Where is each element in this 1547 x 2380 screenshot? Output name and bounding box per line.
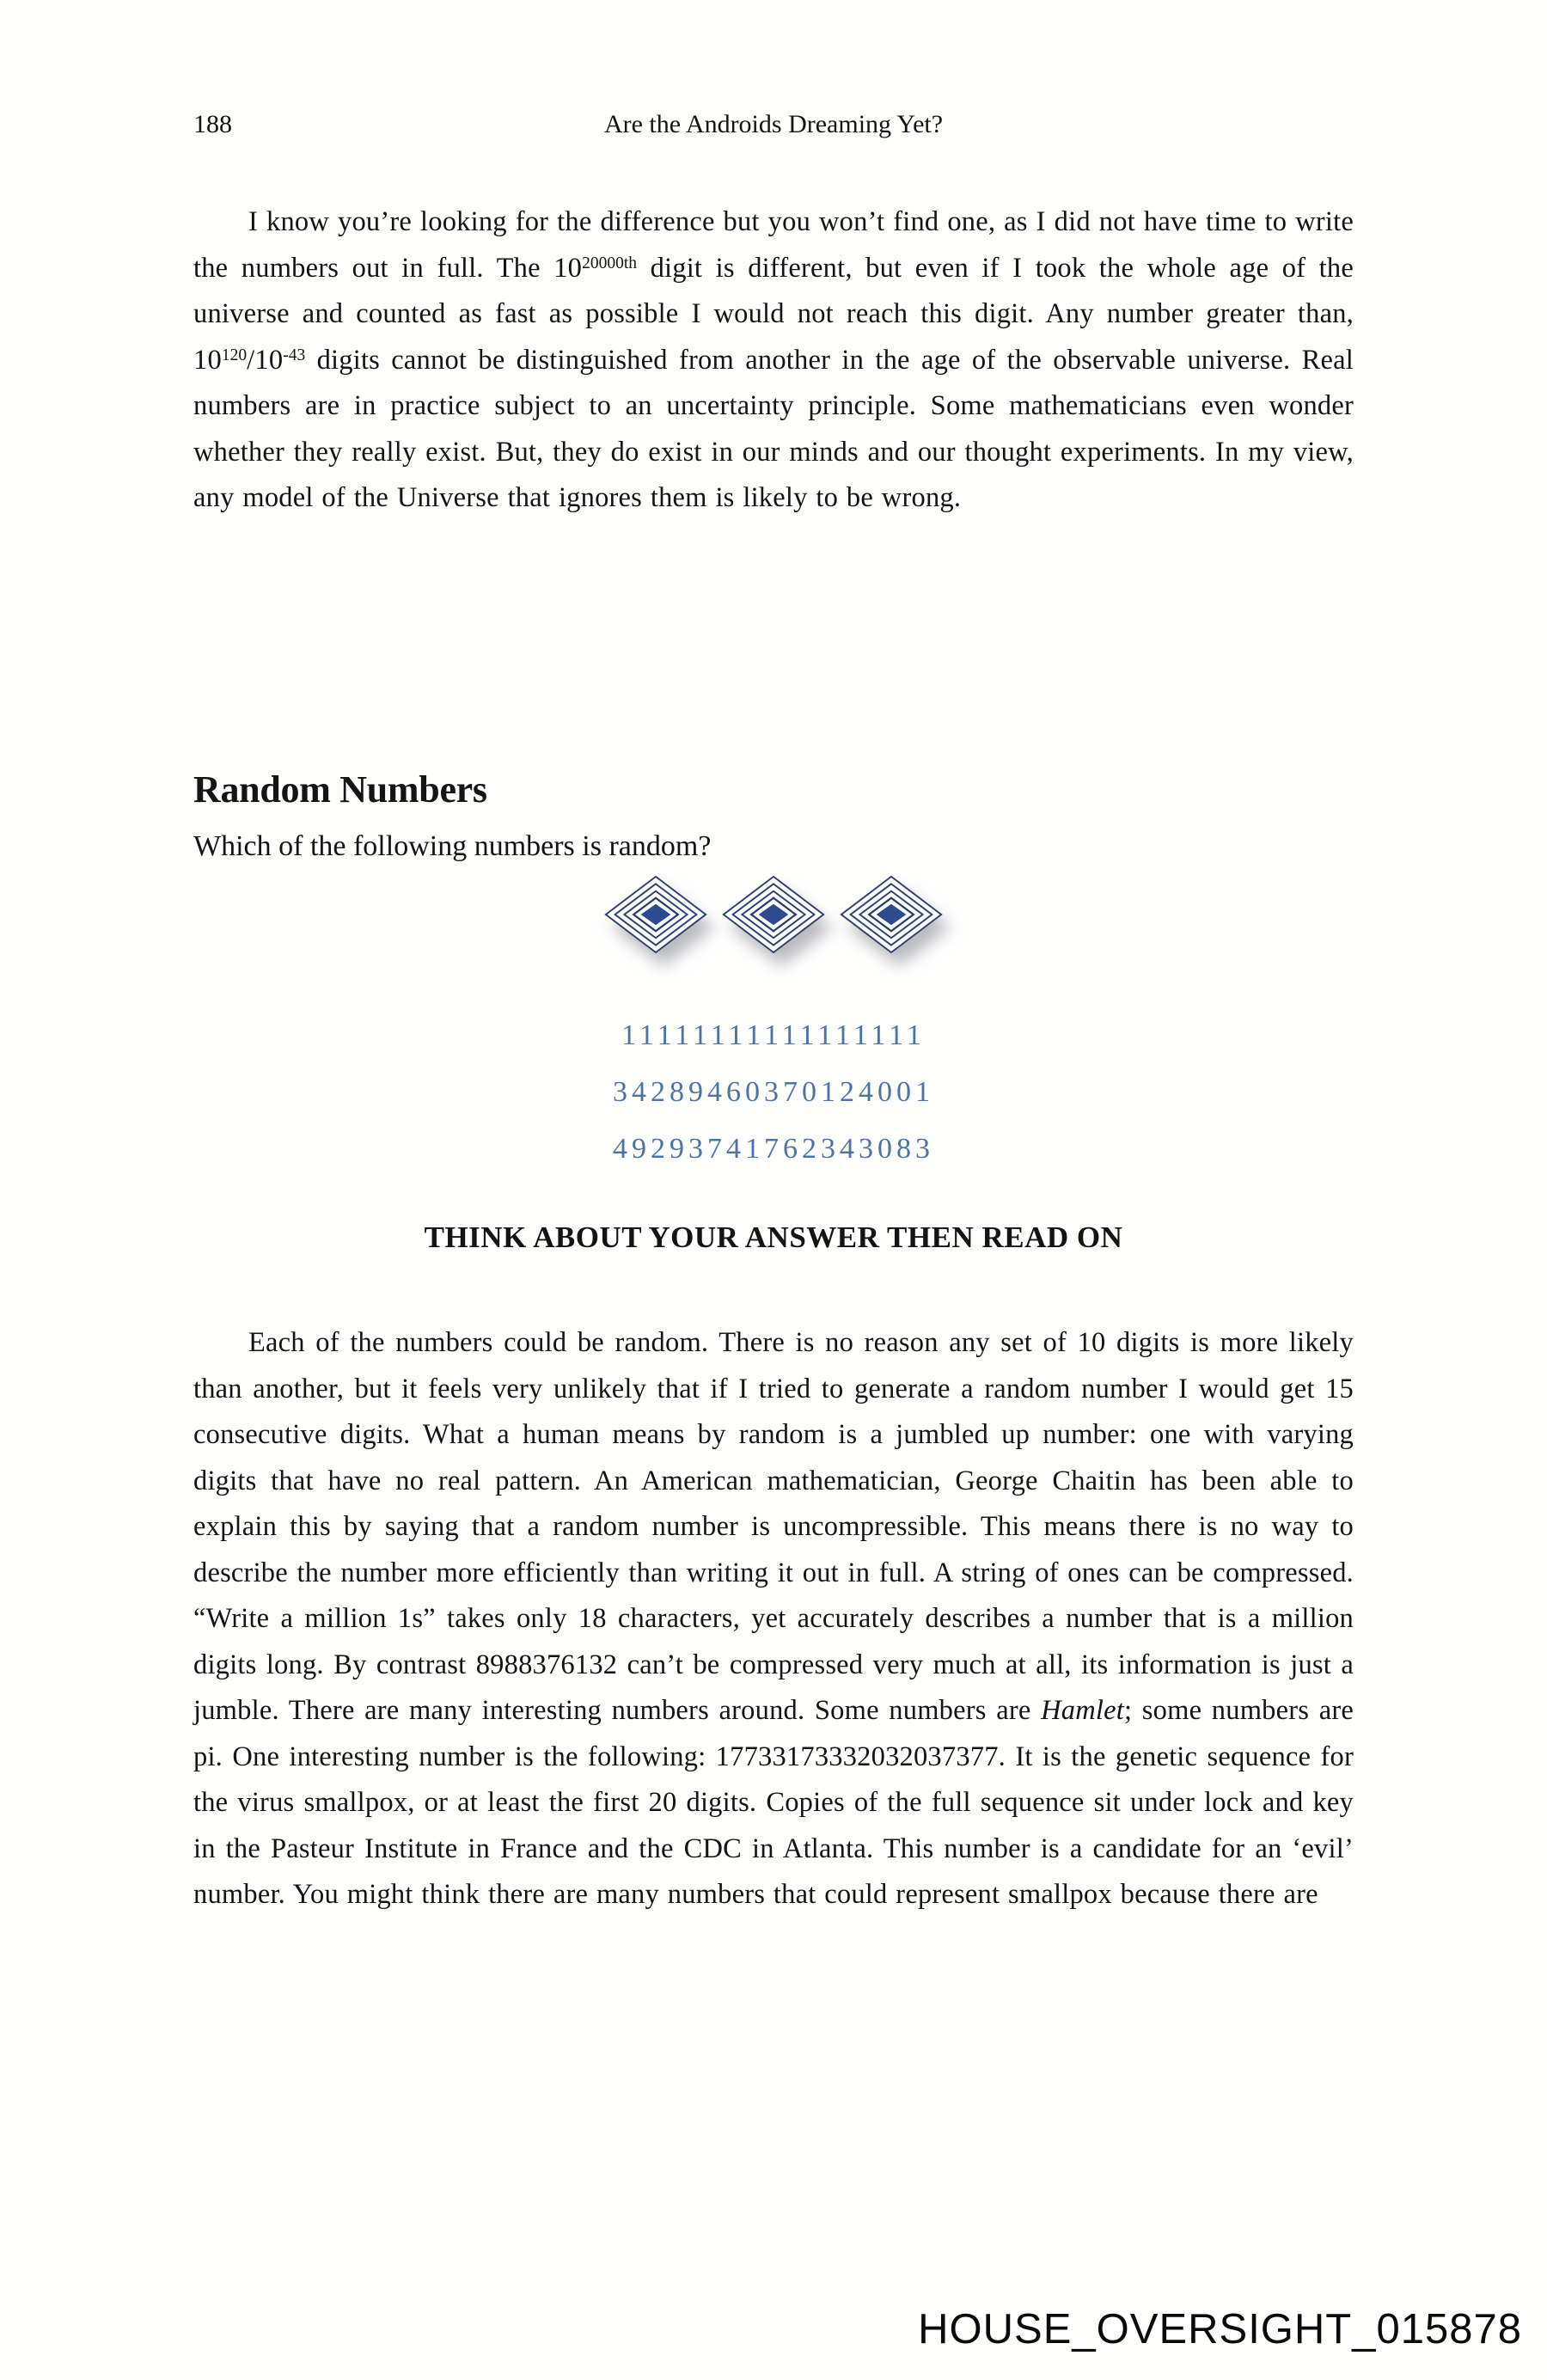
bates-stamp: HOUSE_OVERSIGHT_015878 (918, 2306, 1522, 2352)
running-header (193, 110, 1354, 139)
section-heading: Random Numbers (193, 768, 487, 811)
diamond-ornament-icon (839, 873, 944, 956)
superscript-exponent: -43 (283, 346, 306, 364)
superscript-exponent: 120 (221, 346, 248, 364)
intro-paragraph-text: digit is different, but even if I took the whole age of the universe and counted as fast as possible I would not reach this digit. Any number greater than, 10 (193, 252, 1354, 376)
ornament-row (193, 873, 1354, 956)
running-title: Are the Androids Dreaming Yet? (603, 110, 944, 138)
discussion-paragraph-text: Each of the numbers could be random. There is no reason any set of 10 digits is more likely than another, but it feels very unlikely that if I tried to generate a random number I would get 15 consecutive digits. What a human means by random is a jumbled up number: one with varying digits that have no real pattern. An American mathematician, George Chaitin has been able to explain this by saying that a random number is uncompressible. This means there is no way to describe the number more efficiently than writing it out in full. A string of ones can be compressed. “Write a million 1s” takes only 18 characters, yet accurately describes a number that is a million digits long. By contrast 8988376132 can’t be compressed very much at all, its information is just a jumble. There are many interesting numbers around. Some numbers are (193, 1327, 1354, 1726)
discussion-paragraph-text: ; some numbers are pi. One interesting number is the following: 17733173332032037377. It is the genetic sequence for the virus smallpox, or at least the first 20 digits. Copies of the full sequence sit under lock and key in the Pasteur Institute in France and the CDC in Atlanta. This number is a candidate for an ‘evil’ number. You might think there are many numbers that could represent smallpox because there are (193, 1695, 1354, 1910)
page-number: 188 (193, 110, 232, 138)
candidate-number-2: 34289460370124001 (613, 1076, 934, 1108)
intro-paragraph-text: /10 (247, 344, 284, 376)
question-line: Which of the following numbers is random? (193, 830, 712, 862)
diamond-ornament-icon (603, 873, 708, 956)
intro-paragraph (193, 199, 1354, 522)
italic-title: Hamlet (1041, 1695, 1124, 1726)
diamond-ornament-icon (721, 873, 826, 956)
candidate-number-list (193, 1007, 1354, 1178)
candidate-number-1: 11111111111111111 (621, 1019, 926, 1051)
think-heading: THINK ABOUT YOUR ANSWER THEN READ ON (424, 1221, 1123, 1254)
discussion-paragraph (193, 1320, 1354, 1918)
intro-paragraph-text: I know you’re looking for the difference but you won’t find one, as I did not have time to write the numbers out in full. The 10 (193, 206, 1354, 284)
superscript-exponent: 20000th (582, 254, 638, 272)
candidate-number-3: 49293741762343083 (613, 1133, 934, 1165)
intro-paragraph-text: digits cannot be distinguished from another in the age of the observable universe. Real numbers are in practice subject to an uncertainty principle. Some mathematicians even wonder whether they really exist. But, they do exist in our minds and our thought experiments. In my view, any model of the Universe that ignores them is likely to be wrong. (193, 344, 1354, 513)
